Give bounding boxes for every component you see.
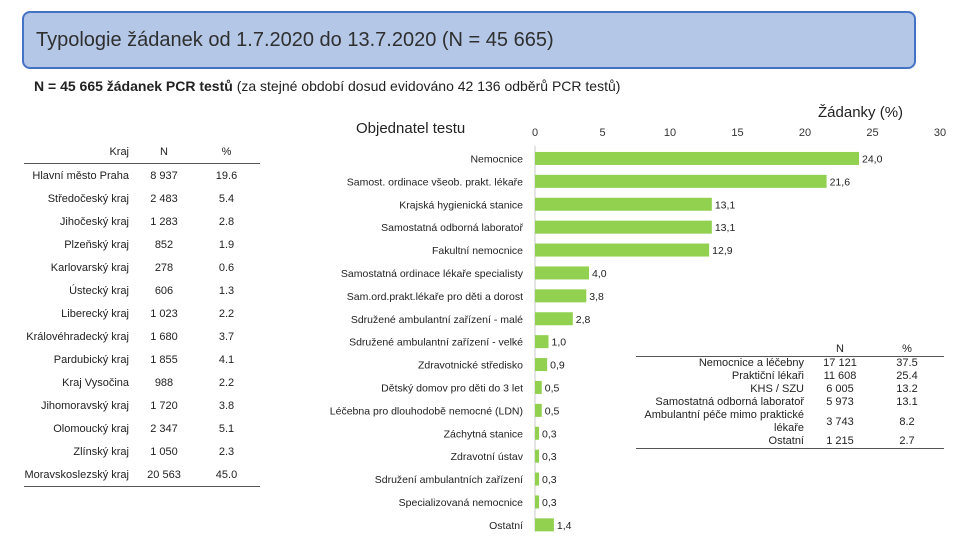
summary-row — [636, 435, 944, 449]
category-label: Sdružení ambulantních zařízení — [374, 474, 523, 487]
summary-table-header — [636, 343, 944, 357]
summary-row — [636, 383, 944, 396]
region-name: Kraj Vysočina — [62, 376, 129, 389]
bar — [535, 152, 859, 165]
region-name: Jihomoravský kraj — [40, 399, 129, 412]
data-label: 1,4 — [556, 519, 572, 532]
data-label: 2,8 — [575, 313, 591, 326]
category-label: Samostatná ordinace lékaře specialisty — [340, 267, 523, 280]
x-tick-label: 0 — [531, 127, 539, 139]
region-name: Plzeňský kraj — [64, 238, 129, 251]
region-n: 988 — [154, 376, 174, 389]
region-n: 2 483 — [150, 192, 178, 205]
region-name: Jihočeský kraj — [59, 215, 129, 228]
data-label: 0,5 — [544, 405, 560, 418]
region-name: Olomoucký kraj — [53, 422, 129, 435]
x-tick-label: 5 — [599, 127, 606, 139]
summary-col-name — [636, 343, 810, 357]
bar — [535, 381, 542, 394]
category-label: Zdravotnické středisko — [417, 359, 523, 372]
summary-table — [636, 343, 944, 449]
summary-row — [636, 396, 944, 409]
region-col-kraj: Kraj — [24, 140, 135, 164]
region-pct: 19.6 — [215, 169, 238, 182]
bar — [535, 404, 542, 417]
bar — [535, 244, 709, 257]
bar — [535, 335, 549, 348]
bar — [535, 312, 573, 325]
region-pct: 1.3 — [218, 284, 235, 297]
data-label: 0,3 — [542, 474, 557, 487]
summary-pct: 2.7 — [870, 435, 944, 449]
summary-row — [636, 370, 944, 383]
region-col-n: N — [135, 140, 193, 164]
region-n: 1 023 — [150, 307, 178, 320]
data-label: 0,9 — [550, 359, 565, 372]
data-label: 13,1 — [714, 222, 736, 235]
chart-title: Objednatel testu — [356, 120, 466, 137]
summary-pct: 8.2 — [899, 415, 915, 428]
region-n: 852 — [154, 238, 174, 251]
summary-n: 5 973 — [826, 396, 854, 408]
region-name: Královéhradecký kraj — [26, 330, 129, 343]
summary-name: Ambulantní péče mimo praktické lékaře — [644, 409, 804, 434]
region-n: 2 347 — [150, 422, 178, 435]
region-n: 1 283 — [150, 215, 178, 228]
summary-n: 11 608 — [823, 370, 857, 382]
region-pct: 3.7 — [218, 330, 235, 343]
summary-name: Ostatní — [636, 435, 810, 449]
category-label: Krajská hygienická stanice — [399, 199, 523, 212]
subtitle-rest: (za stejné období dosud evidováno 42 136 odběrů PCR testů) — [232, 78, 621, 94]
region-pct: 3.8 — [218, 399, 235, 412]
region-pct: 1.9 — [218, 238, 235, 251]
category-label: Ostatní — [489, 519, 523, 532]
region-n: 1 050 — [150, 445, 178, 458]
category-label: Sam.ord.prakt.lékaře pro děti a dorost — [346, 290, 523, 303]
region-pct: 4.1 — [218, 353, 235, 366]
region-col-pct: % — [193, 140, 260, 164]
page-title: Typologie žádanek od 1.7.2020 do 13.7.2020 (N = 45 665) — [36, 29, 554, 51]
summary-pct: 25.4 — [896, 370, 918, 382]
summary-row — [636, 357, 944, 371]
bar — [535, 450, 539, 463]
category-label: Fakultní nemocnice — [431, 245, 523, 258]
bar — [535, 175, 827, 188]
category-label: Léčebna pro dlouhodobě nemocné (LDN) — [329, 405, 523, 418]
region-n: 1 855 — [150, 353, 178, 366]
region-name: Ústecký kraj — [69, 284, 129, 297]
region-n: 606 — [154, 284, 174, 297]
summary-pct: 37.5 — [896, 357, 918, 369]
region-n: 8 937 — [150, 169, 178, 182]
category-label: Dětský domov pro děti do 3 let — [381, 382, 523, 395]
bar — [535, 289, 586, 302]
summary-name: Nemocnice a léčebny — [698, 357, 804, 369]
region-n: 278 — [154, 261, 174, 274]
category-label: Sdružené ambulantní zařízení - velké — [349, 336, 523, 349]
region-name: Liberecký kraj — [61, 307, 129, 320]
data-label: 0,3 — [542, 496, 557, 509]
summary-pct: 13.2 — [896, 383, 918, 395]
subtitle-bold: N = 45 665 žádanek PCR testů — [34, 78, 233, 94]
x-tick-label: 10 — [663, 127, 677, 139]
category-label: Zdravotní ústav — [450, 451, 523, 464]
x-tick-label: 25 — [866, 127, 879, 139]
category-label: Specializovaná nemocnice — [398, 496, 523, 509]
category-label: Samost. ordinace všeob. prakt. lékaře — [346, 176, 523, 189]
bar — [535, 518, 554, 531]
summary-row — [636, 409, 944, 435]
region-n: 20 563 — [135, 463, 193, 487]
bar — [535, 198, 712, 211]
data-label: 12,9 — [712, 245, 733, 258]
region-n: 1 720 — [150, 399, 178, 412]
bar — [535, 358, 547, 371]
x-tick-label: 20 — [798, 127, 812, 139]
category-label: Sdružené ambulantní zařízení - malé — [350, 313, 523, 326]
region-name: Středočeský kraj — [47, 192, 129, 205]
data-label: 21,6 — [829, 176, 851, 189]
summary-pct: 13.1 — [896, 396, 918, 408]
region-name: Karlovarský kraj — [50, 261, 129, 274]
bar — [535, 495, 539, 508]
summary-col-n: N — [810, 343, 870, 357]
bar — [535, 266, 589, 279]
x-axis-title: Žádanky (%) — [818, 104, 904, 121]
category-label: Záchytná stanice — [443, 428, 523, 441]
category-label: Samostatná odborná laboratoř — [381, 222, 523, 235]
region-name: Hlavní město Praha — [32, 169, 129, 182]
summary-name: KHS / SZU — [750, 383, 804, 395]
region-name: Moravskoslezský kraj — [24, 463, 135, 487]
region-pct: 2.2 — [218, 307, 235, 320]
bar — [535, 221, 712, 234]
region-pct: 5.4 — [218, 192, 235, 205]
data-label: 0,3 — [542, 451, 557, 464]
summary-n: 1 215 — [810, 435, 870, 449]
summary-n: 6 005 — [826, 383, 854, 395]
region-pct: 2.3 — [218, 445, 235, 458]
data-label: 3,8 — [589, 290, 604, 303]
region-pct: 5.1 — [218, 422, 235, 435]
summary-name: Samostatná odborná laboratoř — [655, 396, 804, 408]
bar — [535, 427, 539, 440]
region-pct: 45.0 — [193, 463, 260, 487]
x-tick-label: 15 — [731, 127, 744, 139]
region-pct: 0.6 — [218, 261, 235, 274]
data-label: 4,0 — [592, 267, 607, 280]
data-label: 24,0 — [862, 153, 883, 166]
data-label: 0,5 — [544, 382, 560, 395]
region-name: Zlínský kraj — [73, 445, 129, 458]
summary-n: 17 121 — [823, 357, 857, 369]
category-label: Nemocnice — [470, 153, 523, 166]
region-n: 1 680 — [150, 330, 178, 343]
x-tick-label: 30 — [933, 127, 947, 139]
summary-col-pct: % — [870, 343, 944, 357]
data-label: 13,1 — [714, 199, 736, 212]
region-pct: 2.8 — [218, 215, 235, 228]
bar — [535, 473, 539, 486]
region-name: Pardubický kraj — [53, 353, 129, 366]
region-pct: 2.2 — [218, 376, 235, 389]
summary-n: 3 743 — [826, 415, 854, 428]
data-label: 0,3 — [542, 428, 557, 441]
data-label: 1,0 — [551, 336, 567, 349]
summary-name: Praktiční lékaři — [731, 370, 804, 382]
